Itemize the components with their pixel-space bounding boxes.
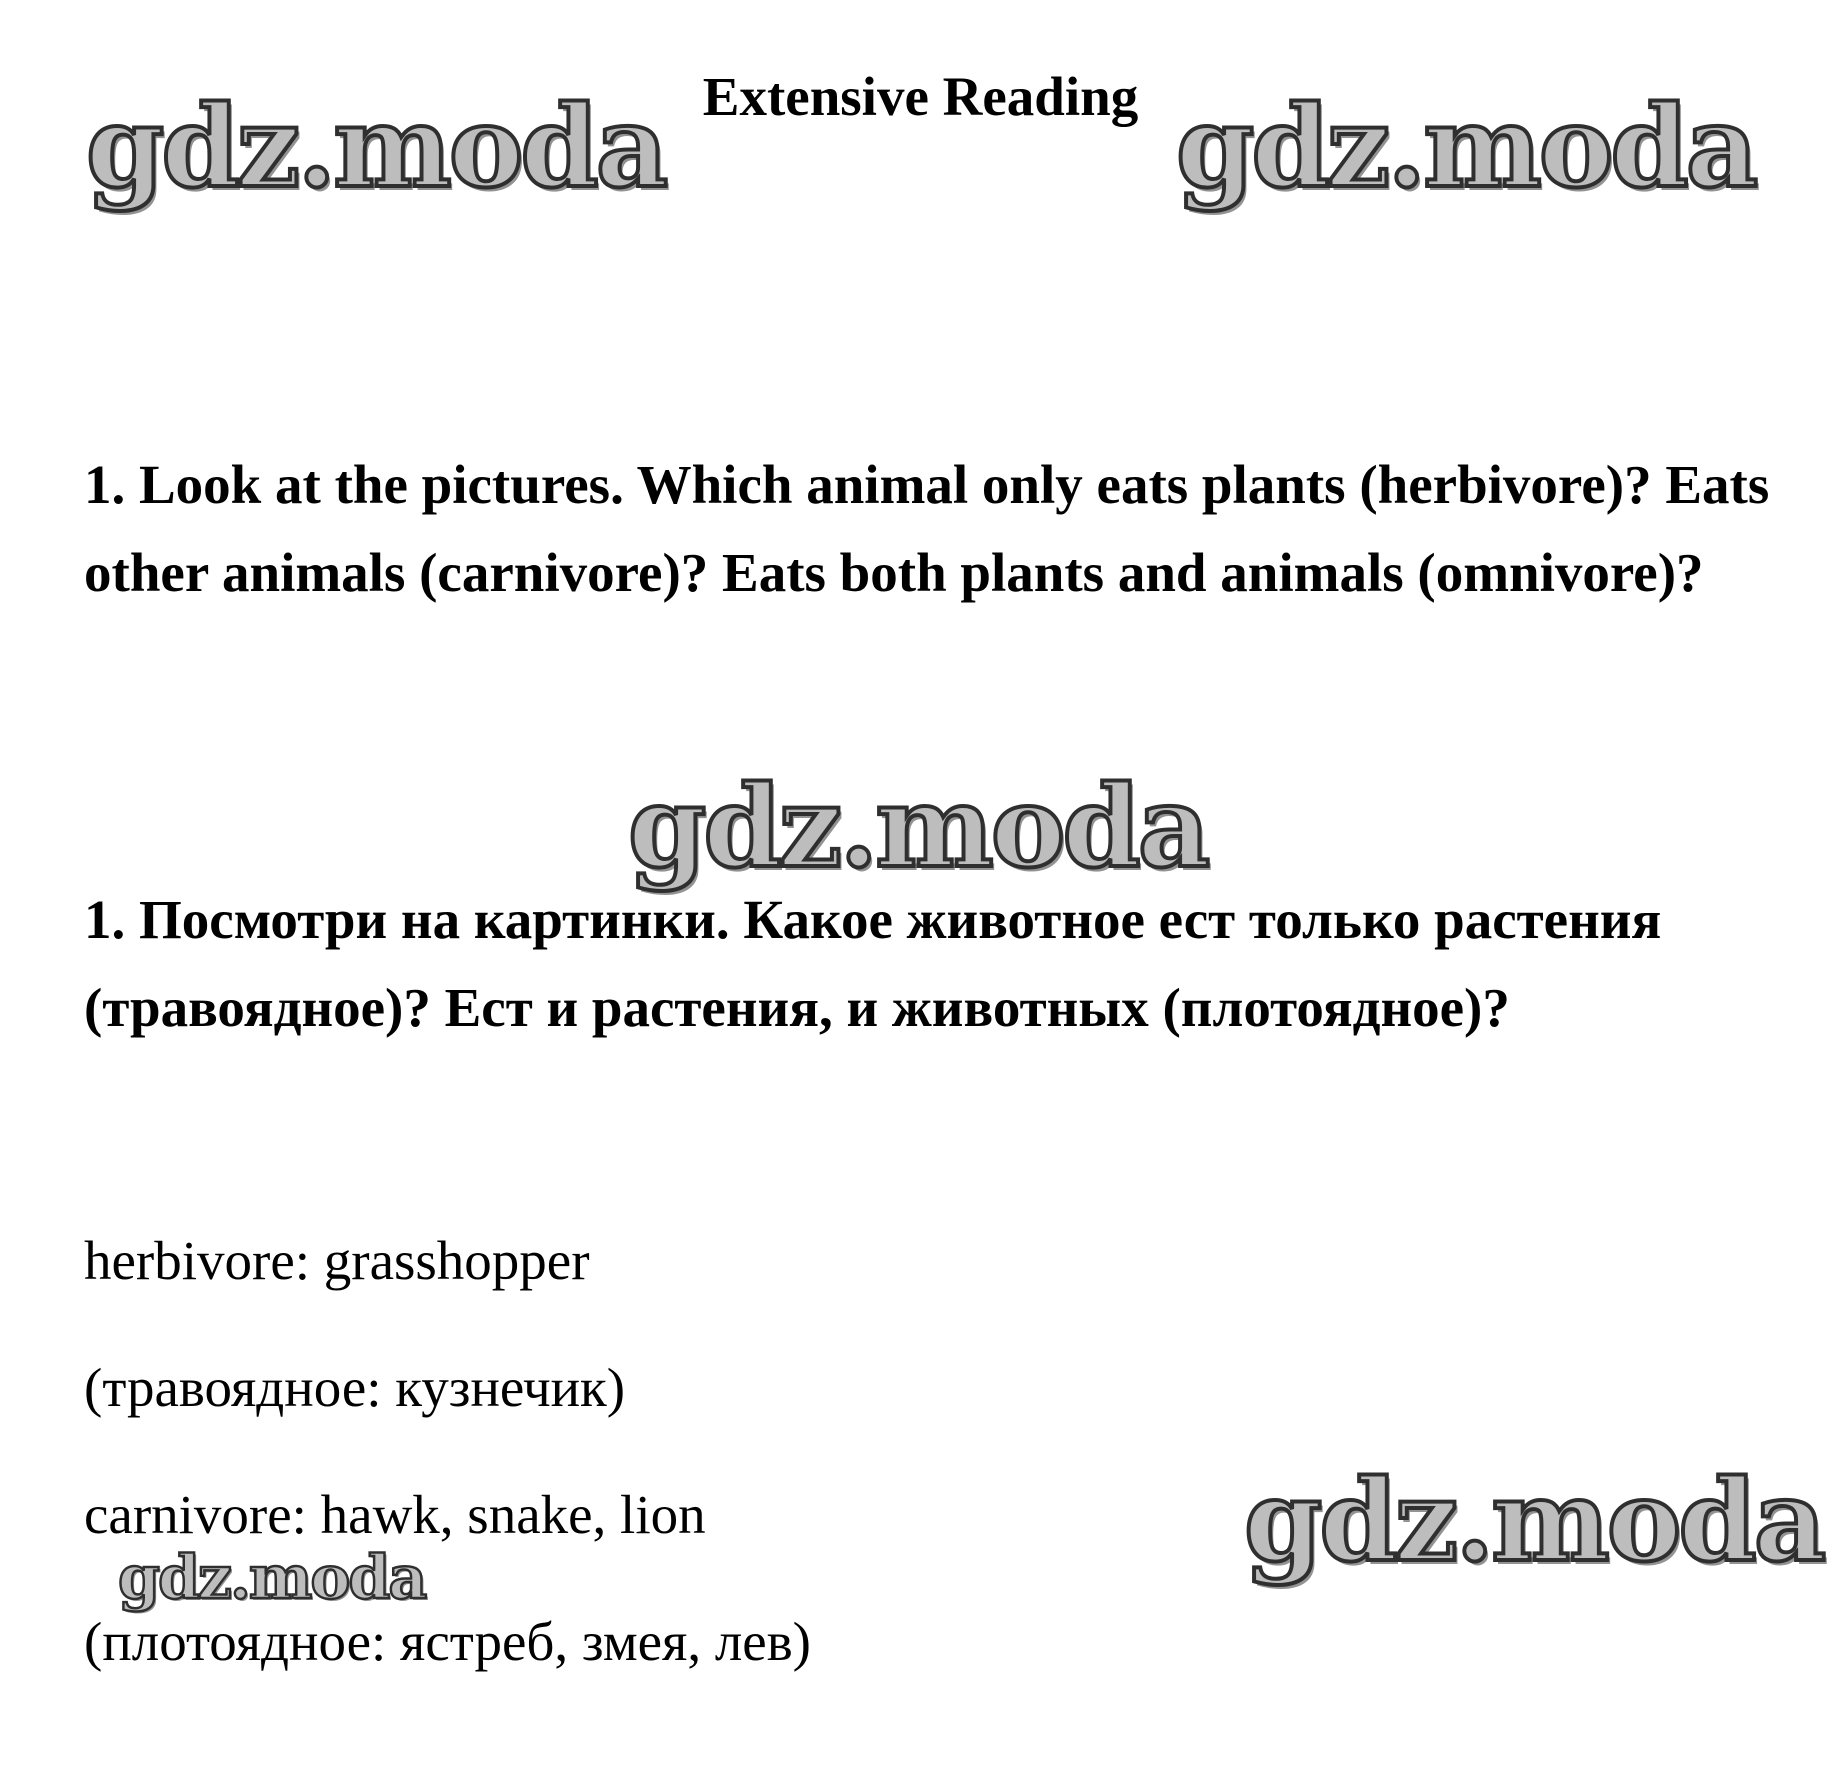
page-title: Extensive Reading <box>702 66 1139 127</box>
watermark-logo: gdz.moda <box>118 1543 426 1613</box>
watermark-logo: gdz.moda <box>628 762 1208 893</box>
answer-herbivore: herbivore: grasshopper <box>84 1230 590 1291</box>
watermark-logo: gdz.moda <box>1244 1456 1824 1587</box>
watermark-logo: gdz.moda <box>86 82 666 213</box>
task-text-english: 1. Look at the pictures. Which animal only eats plants (herbivore)? Eats other animals (carnivore)? Eats both plants and animals (omnivore)? <box>84 454 1770 603</box>
task-text-russian: 1. Посмотри на картинки. Какое животное ест только растения (травоядное)? Ест и растения, и животных (плотоядное)? <box>84 889 1662 1038</box>
answer-herbivore-translation: (травоядное: кузнечик) <box>84 1357 626 1418</box>
answer-carnivore: carnivore: hawk, snake, lion <box>84 1484 706 1545</box>
watermark-logo: gdz.moda <box>1176 82 1756 213</box>
answer-carnivore-translation: (плотоядное: ястреб, змея, лев) <box>84 1611 811 1672</box>
